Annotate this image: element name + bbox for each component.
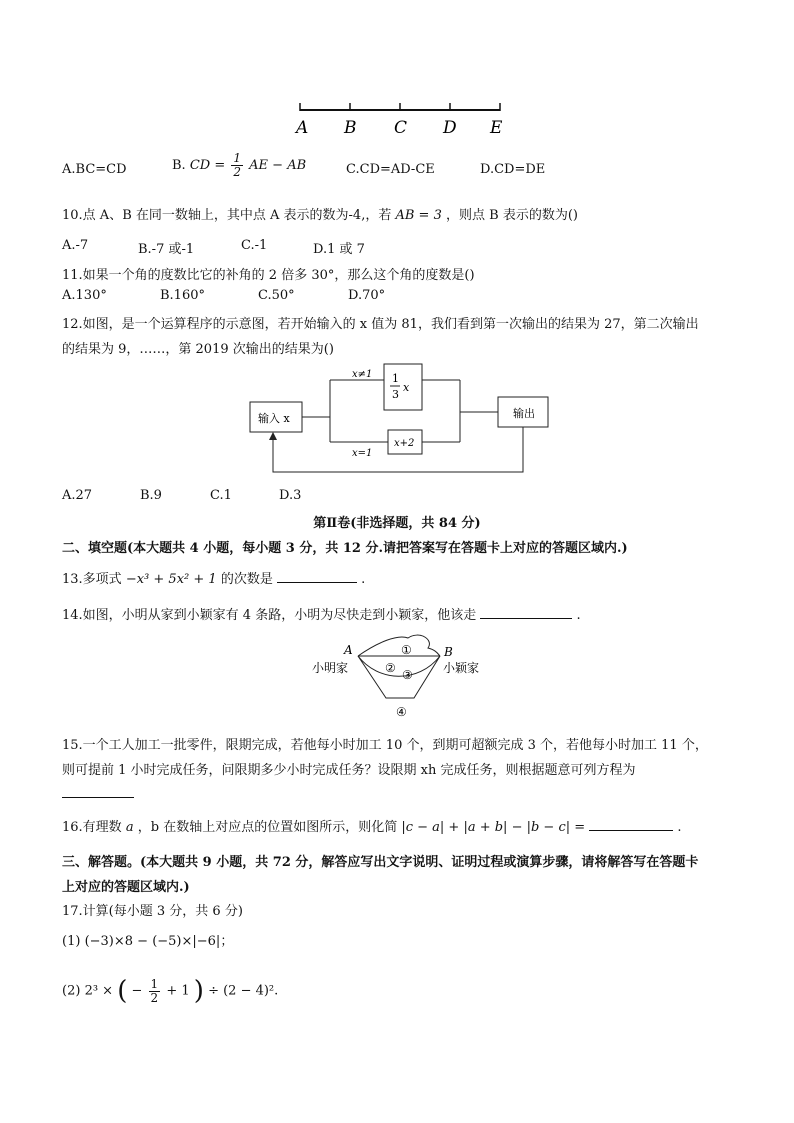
label-e: E (490, 118, 503, 138)
route-4-path (358, 656, 440, 698)
route-1-label: ① (401, 643, 412, 657)
q17-part2-label: (2) (62, 983, 81, 999)
feedback-arrow-head (269, 432, 277, 440)
q10-text-before: 10.点 A、B 在同一数轴上，其中点 A 表示的数为-4,，若 (62, 208, 392, 223)
q15-answer-blank[interactable] (62, 785, 134, 798)
point-b-label: B (444, 645, 453, 659)
label-a: A (296, 118, 309, 138)
q13-end: . (361, 572, 366, 587)
q16-end: . (677, 820, 682, 835)
q9-option-c: C.CD=AD-CE (346, 162, 435, 177)
segment-figure (290, 98, 510, 140)
q15-question-line1: 15.一个工人加工一批零件，限期完成，若他每小时加工 10 个，到期可超额完成 3 个，若他每小时加工 11 个， (62, 738, 708, 753)
q17-part2-math-b: ÷ (2 − 4)². (208, 983, 279, 999)
q10-question (62, 204, 578, 223)
input-label: 输入 x (258, 412, 290, 425)
q12-option-a: A.27 (62, 488, 93, 503)
q17-part2 (62, 976, 278, 1006)
route-3-path (358, 656, 440, 676)
q17-part1-math: (−3)×8 − (−5)×|−6|； (84, 934, 234, 949)
q17-title: 17.计算(每小题 3 分，共 6 分) (62, 904, 243, 919)
q11-question: 11.如果一个角的度数比它的补角的 2 倍多 30°，那么这个角的度数是() (62, 268, 475, 283)
q16-question (62, 816, 682, 835)
cond-bottom-label: x=1 (352, 448, 373, 459)
q14-question (62, 604, 581, 623)
label-d: D (443, 118, 457, 138)
q9-option-b-fraction (231, 152, 243, 179)
q16-mid: ，b 在数轴上对应点的位置如图所示，则化简 (137, 820, 398, 835)
section2-heading: 二、填空题(本大题共 4 小题，每小题 3 分，共 12 分.请把答案写在答题卡上对应的答题区域内.) (62, 541, 628, 556)
q17-part1-label: (1) (62, 934, 81, 949)
cond-top-label: x≠1 (352, 369, 373, 380)
q17-part1 (62, 930, 233, 949)
q9-option-b (172, 152, 306, 179)
point-a-label: A (344, 643, 353, 657)
q9-option-b-lhs: CD (189, 158, 211, 173)
q11-option-d: D.70° (348, 288, 386, 303)
feedback-loop-line (273, 427, 523, 472)
q16-prefix: 16.有理数 (62, 820, 122, 835)
q9-option-b-numerator: 1 (233, 151, 242, 165)
q10-option-a: A.-7 (62, 238, 89, 253)
section3-heading-line1: 三、解答题。(本大题共 9 小题，共 72 分，解答应写出文字说明、证明过程或演算步骤，请将解答写在答题卡 (62, 855, 699, 870)
label-c: C (394, 118, 408, 138)
op-top-den: 3 (392, 388, 399, 401)
q13-prefix: 13.多项式 (62, 572, 122, 587)
q12-question-line1: 12.如图，是一个运算程序的示意图，若开始输入的 x 值为 81，我们看到第一次输出的结果为 27，第二次输出 (62, 317, 699, 332)
q10-option-d: D.1 或 7 (313, 242, 365, 257)
q12-option-c: C.1 (210, 488, 232, 503)
flowchart-figure (240, 360, 560, 480)
op-top-var: x (403, 381, 410, 394)
q9-option-b-rest: AE − AB (249, 158, 307, 173)
op-bottom-label: x+2 (394, 438, 415, 449)
q11-option-a: A.130° (62, 288, 107, 303)
q17-part2-denominator: 2 (150, 990, 159, 1005)
q16-var-a: a (125, 820, 134, 835)
q16-math: |c − a| + |a + b| − |b − c| = (401, 820, 586, 835)
q10-math: AB = 3 (395, 208, 442, 223)
q15-question-line2: 则可提前 1 小时完成任务，问限期多少小时完成任务？设限期 xh 完成任务，则根据题意可列方程为 (62, 763, 636, 778)
q13-answer-blank[interactable] (277, 570, 357, 583)
section2-title: 第Ⅱ卷(非选择题，共 84 分) (313, 516, 481, 531)
q10-text-after: ，则点 B 表示的数为() (446, 208, 578, 223)
route-4-label: ④ (396, 705, 407, 719)
q17-part2-numerator: 1 (150, 976, 159, 991)
home-b-label: 小颖家 (443, 661, 480, 675)
route-figure (308, 632, 488, 722)
q9-option-d: D.CD=DE (480, 162, 546, 177)
q11-option-b: B.160° (160, 288, 205, 303)
output-label: 输出 (513, 407, 535, 420)
q17-part2-paren-close: ) (193, 976, 204, 1006)
route-1-path (358, 635, 440, 656)
q14-answer-blank[interactable] (480, 606, 572, 619)
op-top-num: 1 (392, 372, 399, 385)
q14-end: . (576, 608, 581, 623)
route-2-label: ② (385, 661, 396, 675)
q9-option-b-prefix: B. (172, 158, 186, 173)
q16-answer-blank[interactable] (589, 818, 673, 831)
label-b: B (344, 118, 357, 138)
q12-option-d: D.3 (279, 488, 302, 503)
q10-option-b: B.-7 或-1 (138, 242, 195, 257)
q17-part2-paren-open: ( (117, 976, 128, 1006)
q9-option-b-eq: = (214, 158, 226, 173)
q13-math: −x³ + 5x² + 1 (125, 572, 217, 587)
section3-heading-line2: 上对应的答题区域内.) (62, 880, 190, 895)
q10-option-c: C.-1 (241, 238, 268, 253)
q13-question (62, 568, 365, 587)
q12-question-line2: 的结果为 9，……，第 2019 次输出的结果为() (62, 342, 334, 357)
q9-option-b-denominator: 2 (233, 165, 242, 179)
q17-part2-inner-plus: + 1 (166, 983, 190, 999)
q17-part2-inner-minus: − (131, 983, 143, 999)
q11-option-c: C.50° (258, 288, 295, 303)
q14-text: 14.如图，小明从家到小颖家有 4 条路，小明为尽快走到小颖家，他该走 (62, 608, 477, 623)
q13-suffix: 的次数是 (220, 572, 273, 587)
q17-part2-fraction (149, 978, 161, 1005)
route-3-label: ③ (402, 668, 413, 682)
q9-option-a: A.BC=CD (62, 162, 127, 177)
home-a-label: 小明家 (312, 661, 349, 675)
q17-part2-math-a: 2³ × (84, 983, 118, 999)
q12-option-b: B.9 (140, 488, 162, 503)
